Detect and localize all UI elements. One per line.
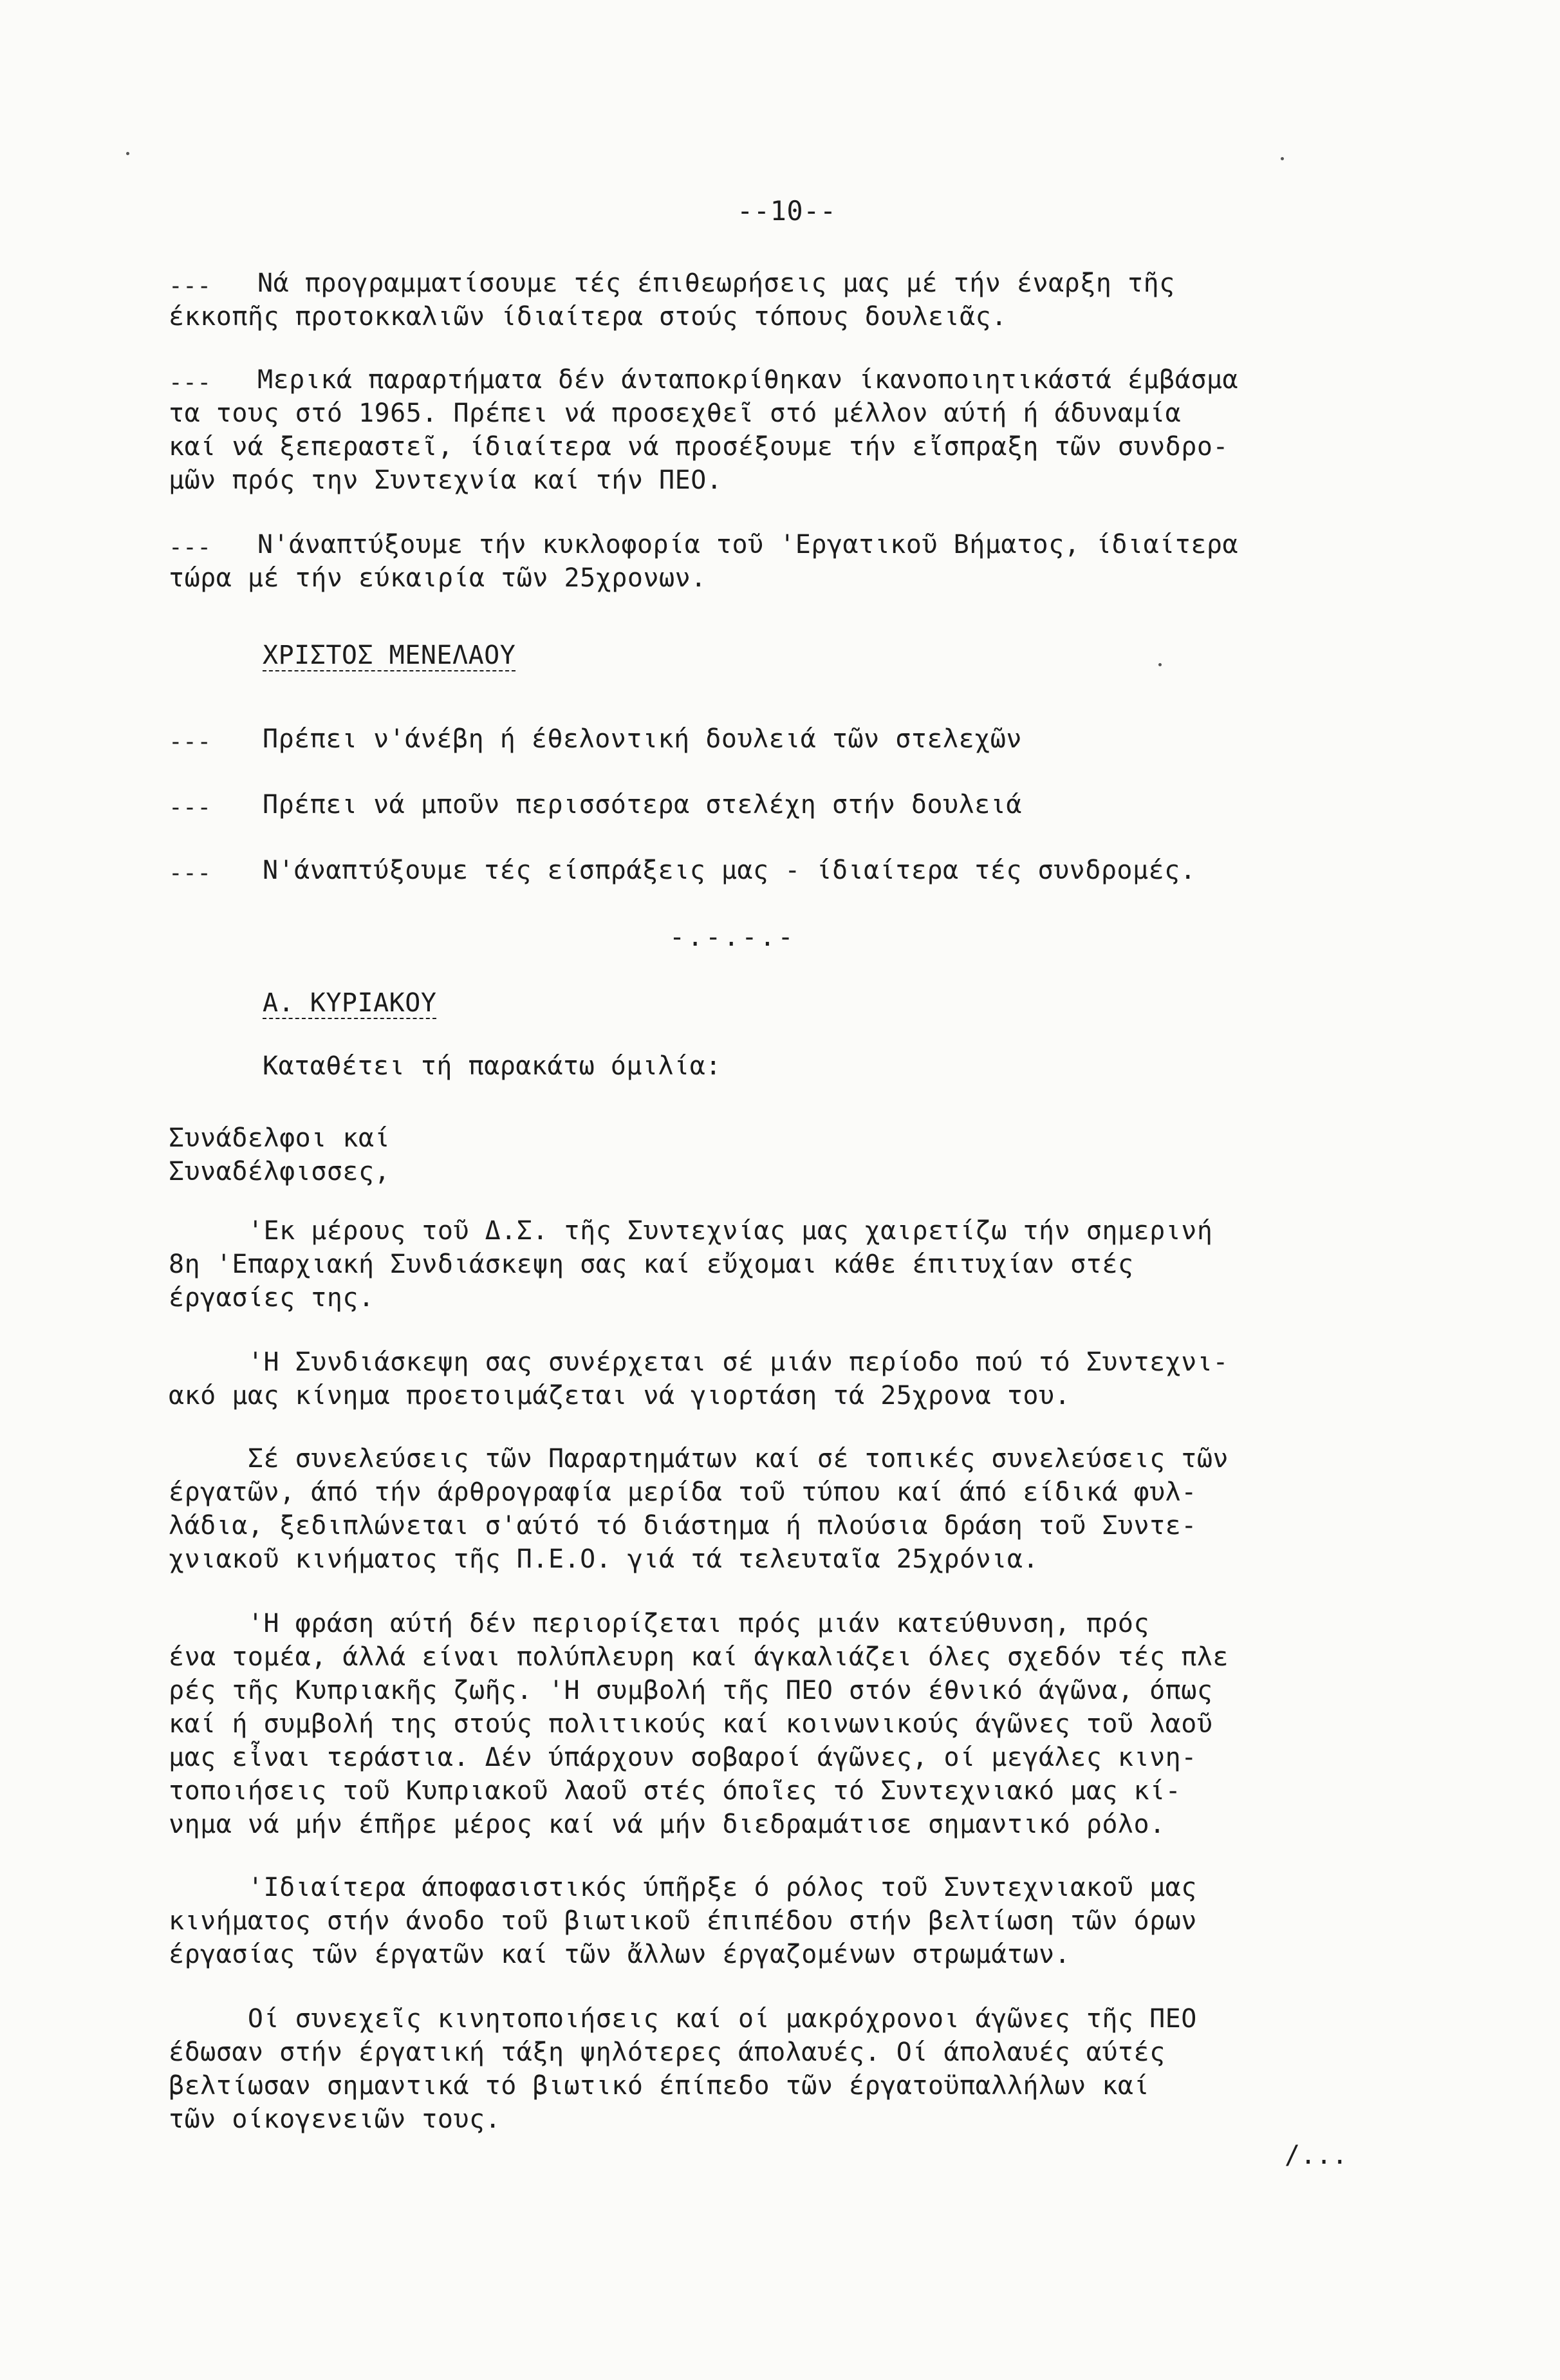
- text-line: Οί συνεχεῖς κινητοποιήσεις καί οί μακρόχρονοι άγῶνες τῆς ΠΕΟ: [169, 2004, 1197, 2034]
- text-line: 'Εκ μέρους τοῦ Δ.Σ. τῆς Συντεχνίας μας χαιρετίζω τήν σημερινή: [169, 1216, 1213, 1246]
- speaker-heading: Α. ΚΥΡΙΑΚΟΥ: [263, 988, 437, 1018]
- bullet-dash: ---: [169, 794, 212, 821]
- text-line: τα τους στό 1965. Πρέπει νά προσεχθεῖ στό μέλλον αύτή ή άδυναμία: [169, 398, 1182, 428]
- text-line: τοποιήσεις τοῦ Κυπριακοῦ λαοῦ στές όποῖες τό Συντεχνιακό μας κί-: [169, 1776, 1182, 1806]
- text-line: έργασίες της.: [169, 1283, 375, 1313]
- text-line: νημα νά μήν έπῆρε μέρος καί νά μήν διεδραμάτισε σημαντικό ρόλο.: [169, 1810, 1165, 1839]
- text-line: έργασίας τῶν έργατῶν καί τῶν ἄλλων έργαζομένων στρωμάτων.: [169, 1940, 1071, 1969]
- text-line: μῶν πρός την Συντεχνία καί τήν ΠΕΟ.: [169, 465, 723, 495]
- text-line: τῶν οίκογενειῶν τους.: [169, 2104, 501, 2134]
- text-line: κινήματος στήν άνοδο τοῦ βιωτικοῦ έπιπέδου στήν βελτίωση τῶν όρων: [169, 1906, 1197, 1936]
- intro-line: Καταθέτει τή παρακάτω όμιλία:: [263, 1051, 721, 1081]
- text-line: ακό μας κίνημα προετοιμάζεται νά γιορτάση τά 25χρονα του.: [169, 1381, 1071, 1410]
- text-line: Πρέπει ν'άνέβη ή έθελοντική δουλειά τῶν στελεχῶν: [263, 724, 1022, 754]
- text-line: Πρέπει νά μποῦν περισσότερα στελέχη στήν δουλειά: [263, 790, 1022, 820]
- scan-speck: [1281, 157, 1284, 160]
- text-line: Ν'άναπτύξουμε τήν κυκλοφορία τοῦ 'Εργατικοῦ Βήματος, ίδιαίτερα: [257, 530, 1239, 559]
- bullet-dash: ---: [169, 370, 212, 396]
- text-line: Νά προγραμματίσουμε τές έπιθεωρήσεις μας μέ τήν έναρξη τῆς: [257, 268, 1175, 298]
- text-line: έδωσαν στήν έργατική τάξη ψηλότερες άπολαυές. Οί άπολαυές αύτές: [169, 2038, 1165, 2067]
- bullet-dash: ---: [169, 729, 212, 755]
- salutation-line: Συναδέλφισσες,: [169, 1157, 391, 1186]
- text-line: τώρα μέ τήν εύκαιρία τῶν 25χρονων.: [169, 563, 707, 593]
- section-separator: -.-.-.-: [669, 923, 796, 952]
- text-line: βελτίωσαν σημαντικά τό βιωτικό έπίπεδο τῶν έργατοϋπαλλήλων καί: [169, 2071, 1150, 2101]
- scan-speck: [1158, 663, 1162, 666]
- text-line: καί ή συμβολή της στούς πολιτικούς καί κοινωνικούς άγῶνες τοῦ λαοῦ: [169, 1709, 1213, 1739]
- salutation-line: Συνάδελφοι καί: [169, 1123, 391, 1153]
- text-line: 'Η Συνδιάσκεψη σας συνέρχεται σέ μιάν περίοδο πού τό Συντεχνι-: [169, 1347, 1229, 1377]
- text-line: 'Η φράση αύτή δέν περιορίζεται πρός μιάν κατεύθυνση, πρός: [169, 1609, 1150, 1638]
- speaker-heading: ΧΡΙΣΤΟΣ ΜΕΝΕΛΑΟΥ: [263, 641, 516, 670]
- text-line: Μερικά παραρτήματα δέν άνταποκρίθηκαν ίκανοποιητικάστά έμβάσμα: [257, 365, 1239, 395]
- text-line: λάδια, ξεδιπλώνεται σ'αύτό τό διάστημα ή πλούσια δράση τοῦ Συντε-: [169, 1511, 1197, 1541]
- text-line: 8η 'Επαρχιακή Συνδιάσκεψη σας καί εὔχομαι κάθε έπιτυχίαν στές: [169, 1250, 1134, 1279]
- text-line: χνιακοῦ κινήματος τῆς Π.Ε.Ο. γιά τά τελευταῖα 25χρόνια.: [169, 1544, 1039, 1574]
- scan-speck: [126, 152, 129, 155]
- text-line: μας εἶναι τεράστια. Δέν ύπάρχουν σοβαροί άγῶνες, οί μεγάλες κινη-: [169, 1743, 1197, 1772]
- bullet-dash: ---: [169, 860, 212, 886]
- text-line: καί νά ξεπεραστεῖ, ίδιαίτερα νά προσέξουμε τήν εἴσπραξη τῶν συνδρο-: [169, 432, 1229, 462]
- bullet-dash: ---: [169, 534, 212, 561]
- text-line: Ν'άναπτύξουμε τές είσπράξεις μας - ίδιαίτερα τές συνδρομές.: [263, 856, 1196, 885]
- text-line: ένα τομέα, άλλά είναι πολύπλευρη καί άγκαλιάζει όλες σχεδόν τές πλε: [169, 1642, 1229, 1672]
- text-line: έκκοπῆς προτοκκαλιῶν ίδιαίτερα στούς τόπους δουλειᾶς.: [169, 302, 1007, 332]
- bullet-dash: ---: [169, 273, 212, 299]
- text-line: ρές τῆς Κυπριακῆς ζωῆς. 'Η συμβολή τῆς ΠΕΟ στόν έθνικό άγῶνα, όπως: [169, 1676, 1213, 1705]
- text-line: 'Ιδιαίτερα άποφασιστικός ύπῆρξε ό ρόλος τοῦ Συντεχνιακοῦ μας: [169, 1873, 1197, 1902]
- text-line: έργατῶν, άπό τήν άρθρογραφία μερίδα τοῦ τύπου καί άπό είδικά φυλ-: [169, 1477, 1197, 1507]
- page-number: --10--: [737, 195, 837, 227]
- continuation-mark: /...: [1285, 2141, 1348, 2170]
- text-line: Σέ συνελεύσεις τῶν Παραρτημάτων καί σέ τοπικές συνελεύσεις τῶν: [169, 1444, 1229, 1474]
